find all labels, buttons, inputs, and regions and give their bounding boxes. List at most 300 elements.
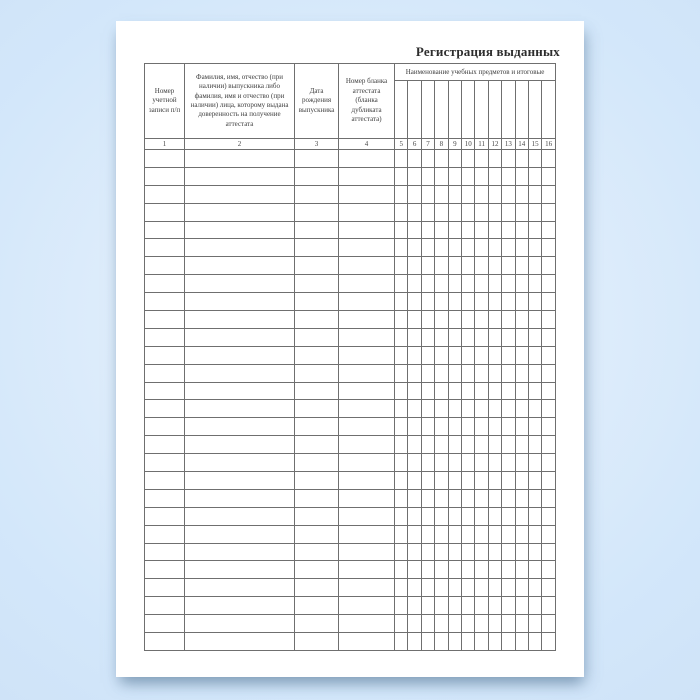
body-cell	[528, 239, 541, 257]
body-cell	[502, 239, 515, 257]
body-cell	[542, 633, 556, 651]
body-cell	[462, 328, 475, 346]
body-cell	[515, 311, 528, 329]
body-cell	[462, 346, 475, 364]
body-cell	[448, 328, 461, 346]
body-cell	[395, 203, 408, 221]
body-cell	[502, 346, 515, 364]
body-cell	[475, 239, 488, 257]
body-cell	[488, 311, 501, 329]
body-cell	[295, 489, 339, 507]
subject-header-cell	[448, 81, 461, 139]
body-cell	[462, 579, 475, 597]
column-number-cell: 15	[528, 139, 541, 150]
body-cell	[421, 150, 434, 168]
body-cell	[515, 525, 528, 543]
body-cell	[185, 167, 295, 185]
subject-header-cell	[435, 81, 448, 139]
body-cell	[462, 472, 475, 490]
body-cell	[528, 436, 541, 454]
body-cell	[295, 436, 339, 454]
table-row	[145, 507, 556, 525]
body-cell	[185, 525, 295, 543]
body-cell	[475, 400, 488, 418]
table-row	[145, 221, 556, 239]
body-cell	[408, 275, 421, 293]
body-cell	[528, 382, 541, 400]
table-header	[145, 64, 556, 150]
column-number-cell: 9	[448, 139, 461, 150]
body-cell	[502, 507, 515, 525]
body-cell	[475, 150, 488, 168]
body-cell	[475, 382, 488, 400]
body-cell	[145, 239, 185, 257]
body-cell	[295, 454, 339, 472]
body-cell	[339, 364, 395, 382]
body-cell	[488, 507, 501, 525]
body-cell	[421, 275, 434, 293]
body-cell	[488, 167, 501, 185]
body-cell	[435, 275, 448, 293]
body-cell	[295, 257, 339, 275]
body-cell	[542, 293, 556, 311]
body-cell	[435, 203, 448, 221]
body-cell	[339, 150, 395, 168]
body-cell	[185, 633, 295, 651]
body-cell	[435, 167, 448, 185]
subject-header-cell	[502, 81, 515, 139]
body-cell	[515, 489, 528, 507]
body-cell	[145, 454, 185, 472]
body-cell	[502, 436, 515, 454]
table-row	[145, 364, 556, 382]
body-cell	[502, 561, 515, 579]
body-cell	[542, 418, 556, 436]
body-cell	[339, 615, 395, 633]
body-cell	[515, 221, 528, 239]
body-cell	[462, 633, 475, 651]
body-cell	[448, 525, 461, 543]
body-cell	[408, 167, 421, 185]
body-cell	[488, 489, 501, 507]
body-cell	[462, 185, 475, 203]
body-cell	[339, 543, 395, 561]
body-cell	[295, 597, 339, 615]
body-cell	[488, 328, 501, 346]
body-cell	[475, 489, 488, 507]
body-cell	[502, 615, 515, 633]
body-cell	[339, 579, 395, 597]
body-cell	[475, 203, 488, 221]
body-cell	[408, 239, 421, 257]
body-cell	[448, 382, 461, 400]
body-cell	[542, 489, 556, 507]
body-cell	[185, 150, 295, 168]
body-cell	[421, 418, 434, 436]
body-cell	[448, 472, 461, 490]
body-cell	[339, 400, 395, 418]
body-cell	[395, 382, 408, 400]
body-cell	[448, 400, 461, 418]
body-cell	[145, 221, 185, 239]
body-cell	[408, 185, 421, 203]
body-cell	[395, 543, 408, 561]
body-cell	[295, 579, 339, 597]
col-header-birth-date: Дата рождения выпускника	[295, 64, 339, 139]
body-cell	[528, 472, 541, 490]
body-cell	[502, 257, 515, 275]
table-row	[145, 239, 556, 257]
body-cell	[145, 633, 185, 651]
table-row	[145, 257, 556, 275]
body-cell	[462, 257, 475, 275]
table-row	[145, 400, 556, 418]
table-row	[145, 615, 556, 633]
body-cell	[448, 311, 461, 329]
body-cell	[448, 561, 461, 579]
body-cell	[462, 275, 475, 293]
body-cell	[462, 221, 475, 239]
body-cell	[502, 150, 515, 168]
body-cell	[145, 203, 185, 221]
body-cell	[408, 364, 421, 382]
body-cell	[395, 311, 408, 329]
body-cell	[515, 615, 528, 633]
body-cell	[408, 579, 421, 597]
body-cell	[185, 543, 295, 561]
table-row	[145, 579, 556, 597]
body-cell	[145, 364, 185, 382]
body-cell	[528, 346, 541, 364]
body-cell	[515, 167, 528, 185]
body-cell	[502, 382, 515, 400]
body-cell	[488, 579, 501, 597]
body-cell	[395, 489, 408, 507]
body-cell	[542, 525, 556, 543]
body-cell	[421, 597, 434, 615]
body-cell	[462, 364, 475, 382]
body-cell	[145, 543, 185, 561]
body-cell	[435, 633, 448, 651]
body-cell	[488, 633, 501, 651]
body-cell	[502, 633, 515, 651]
body-cell	[339, 275, 395, 293]
body-cell	[421, 525, 434, 543]
body-cell	[448, 150, 461, 168]
body-cell	[462, 293, 475, 311]
body-cell	[295, 167, 339, 185]
body-cell	[448, 346, 461, 364]
body-cell	[435, 454, 448, 472]
body-cell	[435, 525, 448, 543]
body-cell	[421, 364, 434, 382]
body-cell	[339, 203, 395, 221]
body-cell	[448, 203, 461, 221]
body-cell	[475, 615, 488, 633]
body-cell	[488, 203, 501, 221]
body-cell	[408, 454, 421, 472]
body-cell	[408, 507, 421, 525]
body-cell	[185, 561, 295, 579]
body-cell	[462, 615, 475, 633]
body-cell	[408, 436, 421, 454]
body-cell	[435, 382, 448, 400]
body-cell	[515, 597, 528, 615]
body-cell	[448, 293, 461, 311]
body-cell	[515, 150, 528, 168]
body-cell	[185, 221, 295, 239]
body-cell	[528, 203, 541, 221]
body-cell	[145, 472, 185, 490]
body-cell	[462, 150, 475, 168]
body-cell	[435, 507, 448, 525]
body-cell	[488, 185, 501, 203]
body-cell	[435, 543, 448, 561]
body-cell	[542, 203, 556, 221]
body-cell	[542, 185, 556, 203]
table-row	[145, 185, 556, 203]
table-row	[145, 346, 556, 364]
column-number-cell: 13	[502, 139, 515, 150]
body-cell	[339, 561, 395, 579]
body-cell	[185, 293, 295, 311]
body-cell	[145, 167, 185, 185]
table-body	[145, 150, 556, 651]
body-cell	[145, 597, 185, 615]
body-cell	[462, 454, 475, 472]
body-cell	[502, 328, 515, 346]
body-cell	[145, 185, 185, 203]
body-cell	[502, 579, 515, 597]
body-cell	[395, 185, 408, 203]
body-cell	[435, 293, 448, 311]
body-cell	[528, 507, 541, 525]
body-cell	[395, 525, 408, 543]
body-cell	[421, 346, 434, 364]
body-cell	[395, 239, 408, 257]
column-number-cell: 5	[395, 139, 408, 150]
body-cell	[145, 346, 185, 364]
body-cell	[185, 579, 295, 597]
body-cell	[448, 633, 461, 651]
body-cell	[515, 239, 528, 257]
body-cell	[488, 221, 501, 239]
body-cell	[542, 472, 556, 490]
body-cell	[542, 275, 556, 293]
body-cell	[448, 543, 461, 561]
body-cell	[421, 221, 434, 239]
body-cell	[542, 167, 556, 185]
body-cell	[295, 418, 339, 436]
body-cell	[421, 311, 434, 329]
column-number-cell: 1	[145, 139, 185, 150]
body-cell	[395, 328, 408, 346]
body-cell	[421, 185, 434, 203]
body-cell	[185, 400, 295, 418]
table-row	[145, 311, 556, 329]
table-row	[145, 561, 556, 579]
col-header-graduate-name: Фамилия, имя, отчество (при наличии) выпускника либо фамилия, имя и отчество (при наличии) лица, которому выдана доверенность на получение аттестата	[185, 64, 295, 139]
body-cell	[339, 221, 395, 239]
body-cell	[488, 597, 501, 615]
body-cell	[421, 454, 434, 472]
body-cell	[542, 561, 556, 579]
table-row	[145, 543, 556, 561]
body-cell	[295, 328, 339, 346]
body-cell	[488, 472, 501, 490]
body-cell	[488, 561, 501, 579]
body-cell	[145, 257, 185, 275]
body-cell	[462, 418, 475, 436]
body-cell	[295, 561, 339, 579]
body-cell	[528, 150, 541, 168]
body-cell	[435, 597, 448, 615]
body-cell	[421, 400, 434, 418]
subject-header-cell	[488, 81, 501, 139]
body-cell	[408, 543, 421, 561]
body-cell	[515, 400, 528, 418]
column-number-cell: 12	[488, 139, 501, 150]
body-cell	[395, 275, 408, 293]
body-cell	[421, 293, 434, 311]
body-cell	[339, 436, 395, 454]
body-cell	[145, 328, 185, 346]
subject-header-cell	[515, 81, 528, 139]
body-cell	[339, 633, 395, 651]
body-cell	[435, 328, 448, 346]
body-cell	[295, 293, 339, 311]
body-cell	[295, 507, 339, 525]
body-cell	[488, 150, 501, 168]
body-cell	[542, 364, 556, 382]
body-cell	[185, 418, 295, 436]
col-header-record-number: Номер учетной записи п/п	[145, 64, 185, 139]
body-cell	[435, 418, 448, 436]
body-cell	[528, 615, 541, 633]
body-cell	[421, 615, 434, 633]
body-cell	[528, 275, 541, 293]
body-cell	[339, 167, 395, 185]
body-cell	[448, 221, 461, 239]
body-cell	[395, 257, 408, 275]
body-cell	[515, 561, 528, 579]
body-cell	[448, 364, 461, 382]
table-row	[145, 275, 556, 293]
body-cell	[528, 328, 541, 346]
body-cell	[462, 382, 475, 400]
body-cell	[339, 525, 395, 543]
body-cell	[475, 328, 488, 346]
body-cell	[408, 633, 421, 651]
body-cell	[448, 454, 461, 472]
body-cell	[528, 185, 541, 203]
body-cell	[475, 525, 488, 543]
body-cell	[448, 436, 461, 454]
body-cell	[542, 436, 556, 454]
subject-header-cell	[475, 81, 488, 139]
subject-header-cell	[542, 81, 556, 139]
table-row	[145, 472, 556, 490]
body-cell	[515, 346, 528, 364]
body-cell	[542, 346, 556, 364]
body-cell	[421, 257, 434, 275]
subject-header-cell	[528, 81, 541, 139]
body-cell	[488, 257, 501, 275]
body-cell	[488, 615, 501, 633]
body-cell	[421, 579, 434, 597]
body-cell	[339, 418, 395, 436]
body-cell	[475, 579, 488, 597]
body-cell	[542, 311, 556, 329]
body-cell	[295, 633, 339, 651]
body-cell	[515, 579, 528, 597]
body-cell	[185, 257, 295, 275]
body-cell	[475, 633, 488, 651]
body-cell	[185, 239, 295, 257]
body-cell	[339, 239, 395, 257]
body-cell	[435, 615, 448, 633]
body-cell	[339, 597, 395, 615]
body-cell	[528, 525, 541, 543]
body-cell	[448, 597, 461, 615]
body-cell	[542, 400, 556, 418]
body-cell	[515, 472, 528, 490]
body-cell	[475, 364, 488, 382]
body-cell	[475, 346, 488, 364]
table-row	[145, 454, 556, 472]
body-cell	[475, 257, 488, 275]
body-cell	[448, 185, 461, 203]
body-cell	[395, 633, 408, 651]
body-cell	[475, 185, 488, 203]
body-cell	[185, 275, 295, 293]
body-cell	[295, 150, 339, 168]
body-cell	[488, 436, 501, 454]
body-cell	[448, 418, 461, 436]
body-cell	[475, 436, 488, 454]
column-number-cell: 14	[515, 139, 528, 150]
body-cell	[295, 275, 339, 293]
body-cell	[339, 311, 395, 329]
body-cell	[395, 436, 408, 454]
body-cell	[462, 239, 475, 257]
body-cell	[515, 633, 528, 651]
body-cell	[408, 257, 421, 275]
body-cell	[475, 597, 488, 615]
body-cell	[421, 382, 434, 400]
body-cell	[145, 489, 185, 507]
table-row	[145, 203, 556, 221]
body-cell	[502, 185, 515, 203]
body-cell	[515, 436, 528, 454]
body-cell	[408, 150, 421, 168]
body-cell	[395, 579, 408, 597]
body-cell	[408, 221, 421, 239]
body-cell	[515, 257, 528, 275]
body-cell	[515, 328, 528, 346]
body-cell	[339, 185, 395, 203]
body-cell	[448, 167, 461, 185]
body-cell	[528, 167, 541, 185]
body-cell	[488, 346, 501, 364]
body-cell	[145, 418, 185, 436]
body-cell	[145, 275, 185, 293]
body-cell	[435, 221, 448, 239]
column-number-cell: 16	[542, 139, 556, 150]
body-cell	[462, 436, 475, 454]
body-cell	[435, 239, 448, 257]
body-cell	[395, 400, 408, 418]
